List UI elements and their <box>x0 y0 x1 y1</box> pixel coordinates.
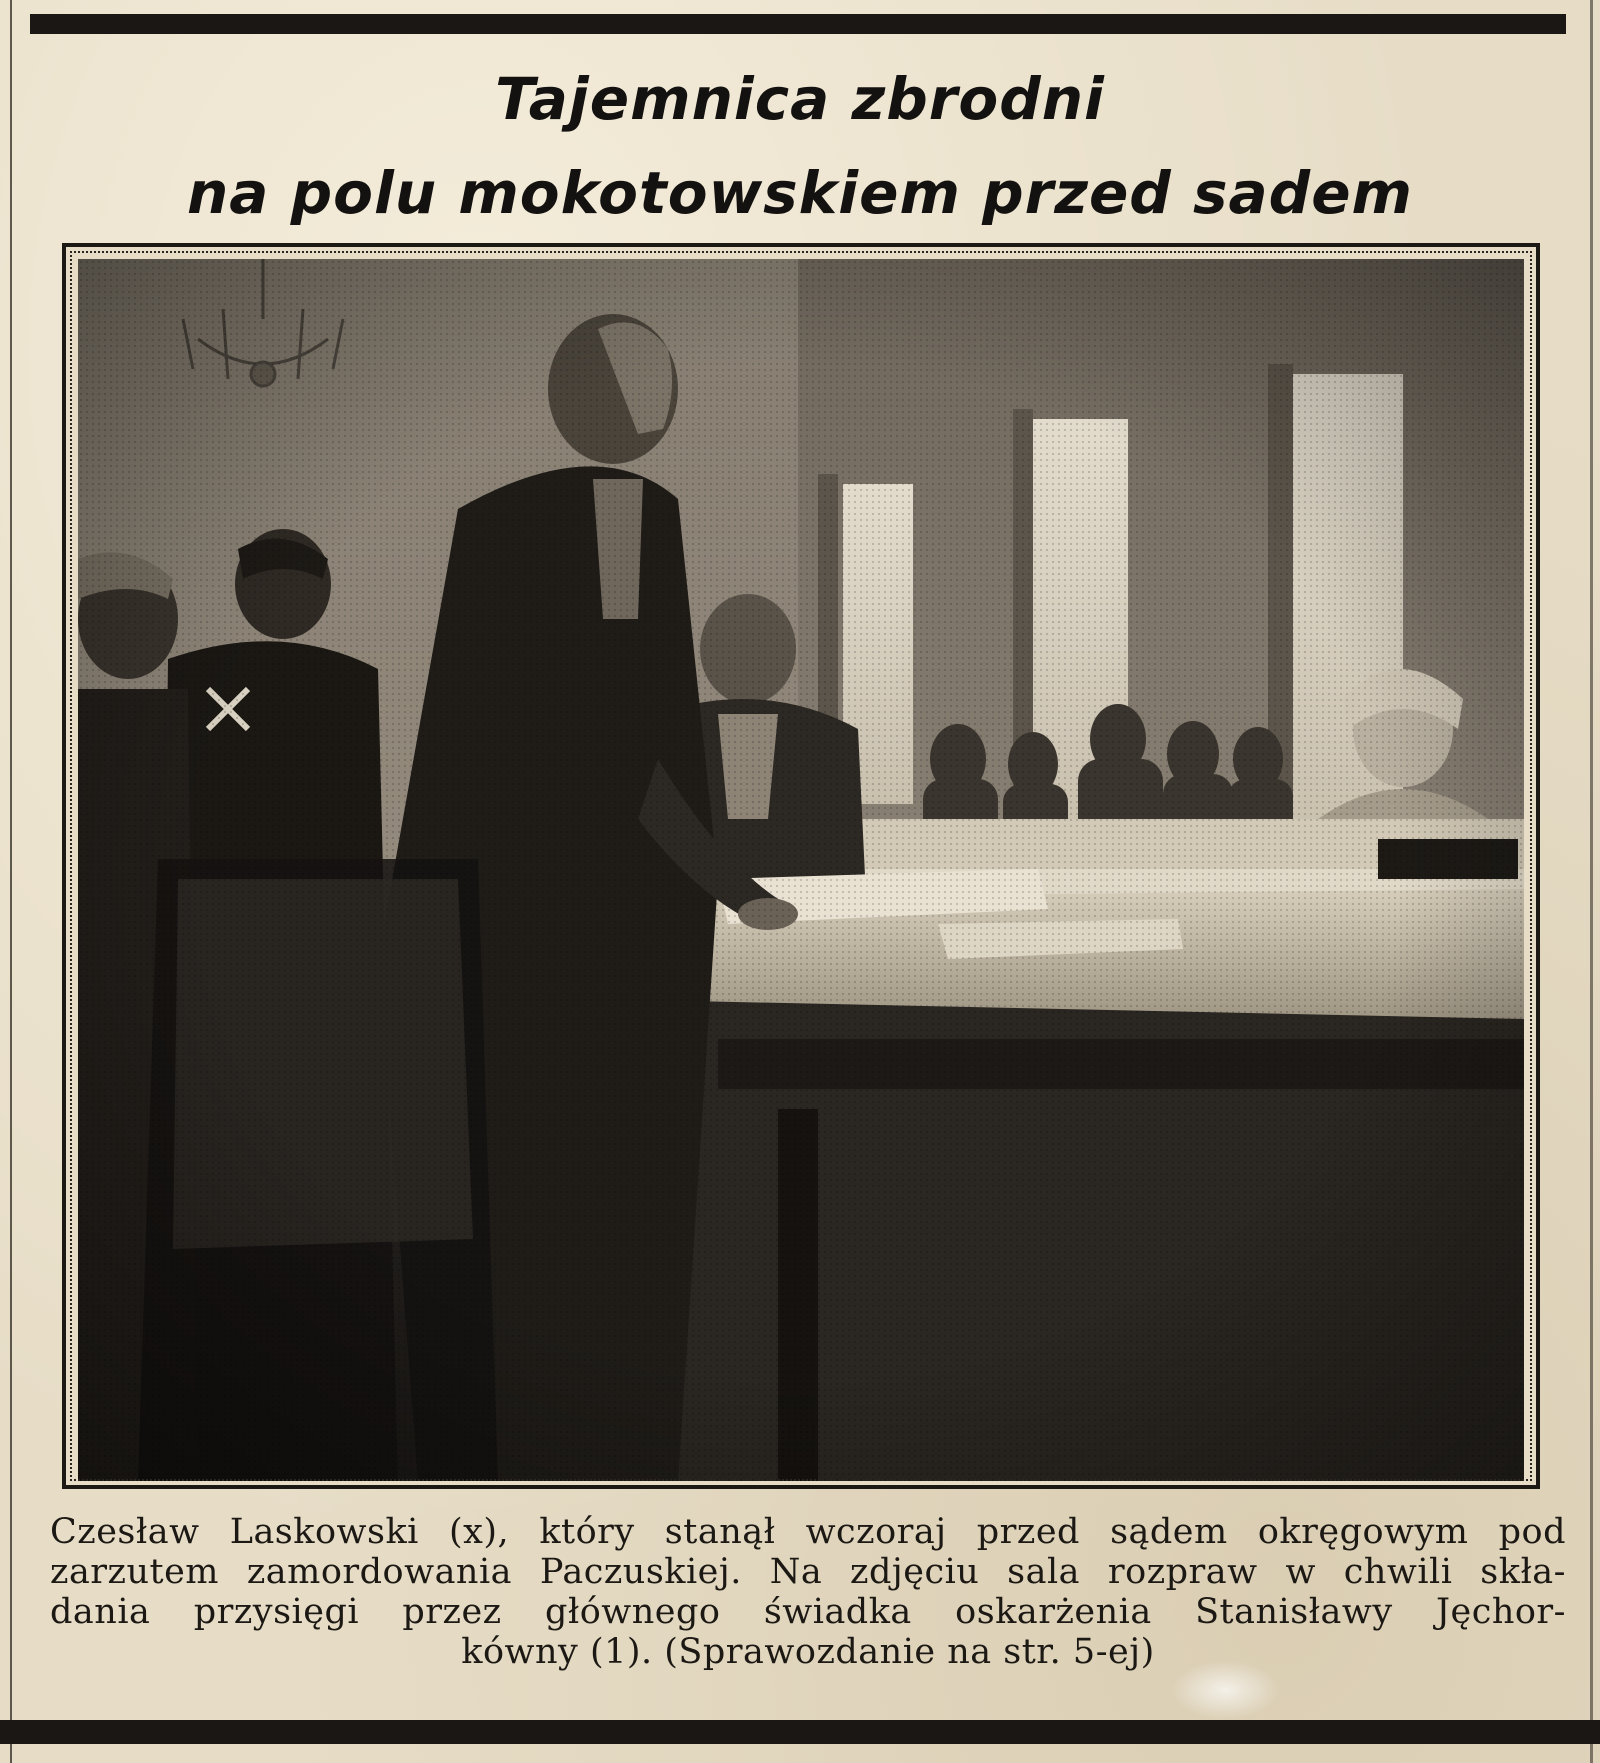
column-rule-right <box>1590 0 1593 1763</box>
courtroom-photo <box>78 259 1524 1481</box>
chandelier-icon <box>183 259 343 386</box>
photo-caption <box>50 1512 1566 1672</box>
headline-line-1: Tajemnica zbrodni <box>495 65 1105 133</box>
caption-line-1: Czesław Laskowski (x), który stanął wczoraj przed sądem okręgowym pod <box>50 1512 1566 1552</box>
photo-frame <box>62 243 1540 1489</box>
window-3 <box>1293 374 1403 844</box>
paper-tear <box>1170 1660 1280 1720</box>
caption-line-3: dania przysięgi przez głównego świadka oskarżenia Stanisławy Jęchor- <box>50 1592 1566 1632</box>
witness-figure <box>1293 669 1498 959</box>
bench <box>798 819 1524 969</box>
top-rule <box>30 14 1566 34</box>
papers <box>718 869 1048 924</box>
caption-line-2: zarzutem zamordowania Paczuskiej. Na zdjęciu sala rozpraw w chwili skła- <box>50 1552 1566 1592</box>
standing-man-figure <box>378 314 798 1481</box>
headline-line-2: na polu mokotowskiem przed sadem <box>187 159 1413 227</box>
caption-line-4: kówny (1). (Sprawozdanie na str. 5-ej) <box>461 1632 1155 1672</box>
headline <box>0 52 1600 240</box>
background-audience <box>923 704 1293 909</box>
window-1 <box>843 484 913 804</box>
bottom-rule <box>0 1720 1600 1744</box>
table <box>558 909 1524 1481</box>
cross-mark-icon <box>208 689 248 729</box>
chair <box>138 859 498 1481</box>
column-rule-left <box>10 0 12 1763</box>
guards-figures <box>78 529 398 1481</box>
window-2 <box>1033 419 1128 829</box>
seated-man-figure <box>618 594 868 949</box>
wall <box>78 259 1524 1481</box>
